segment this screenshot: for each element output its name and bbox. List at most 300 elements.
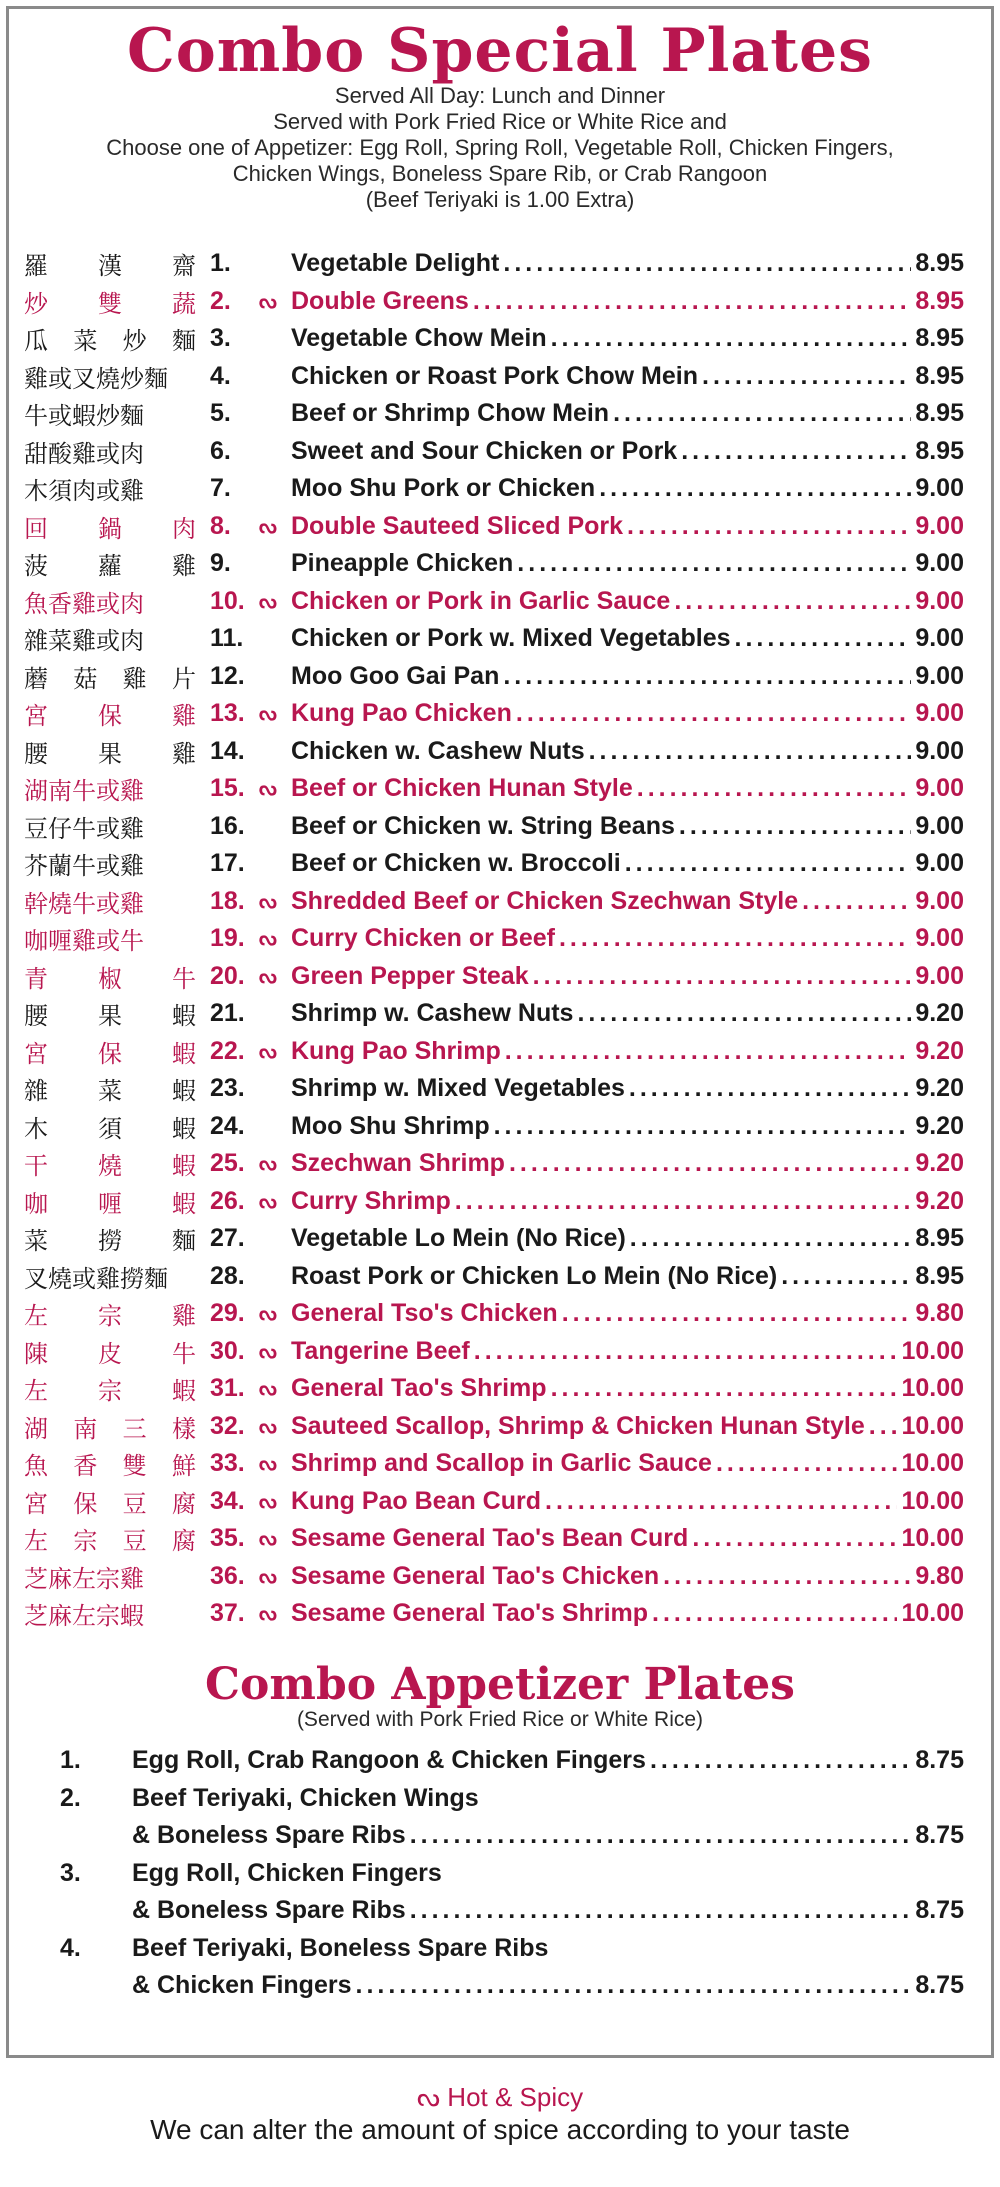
chinese-char: 蘿	[98, 552, 122, 581]
dot-leader	[545, 1487, 897, 1516]
menu-item-name: Sweet and Sour Chicken or Pork	[291, 436, 678, 465]
menu-item-name: Pineapple Chicken	[291, 549, 514, 578]
chinese-char: 左	[24, 1377, 48, 1406]
menu-item	[24, 433, 964, 471]
chinese-char: 麵	[172, 1227, 196, 1256]
menu-item-number: 27.	[210, 1224, 245, 1253]
menu-item-number: 13.	[210, 699, 245, 728]
chinese-char: 左	[24, 1302, 48, 1331]
menu-item-number: 19.	[210, 924, 245, 953]
menu-item-chinese-name	[24, 434, 204, 469]
appetizer-item-text: Beef Teriyaki, Chicken Wings	[132, 1783, 479, 1812]
menu-item-name: Sesame General Tao's Chicken	[291, 1561, 660, 1590]
hot-legend-label: Hot & Spicy	[447, 2082, 584, 2112]
menu-item-price: 9.00	[915, 886, 964, 915]
chinese-char: 腐	[171, 1489, 196, 1518]
hot-spicy-icon: ᔓ	[259, 1528, 277, 1551]
menu-item-price: 9.00	[915, 736, 964, 765]
menu-item-name: Shrimp w. Cashew Nuts	[291, 999, 574, 1028]
menu-item-name: General Tso's Chicken	[291, 1299, 558, 1328]
menu-item-chinese-name	[24, 659, 204, 694]
chinese-char: 芝麻左宗蝦	[24, 1602, 144, 1631]
hot-spicy-icon: ᔓ	[259, 1190, 277, 1213]
chinese-char: 撈	[98, 1227, 122, 1256]
chinese-char: 鮮	[171, 1452, 196, 1481]
chinese-char: 炒	[24, 289, 48, 318]
dot-leader	[679, 812, 911, 841]
menu-item-number: 16.	[210, 811, 245, 840]
menu-item	[24, 695, 964, 733]
dot-leader	[802, 887, 911, 916]
menu-item-name: Vegetable Lo Mein (No Rice)	[291, 1224, 626, 1253]
spice-note: We can alter the amount of spice according to your taste	[150, 2114, 850, 2145]
menu-item-price: 8.95	[915, 249, 964, 278]
menu-item-name: Vegetable Chow Mein	[291, 324, 547, 353]
menu-item	[24, 620, 964, 658]
menu-item-name: Chicken or Roast Pork Chow Mein	[291, 361, 699, 390]
menu-item-name: Tangerine Beef	[291, 1336, 470, 1365]
hot-spicy-icon: ᔓ	[259, 1565, 277, 1588]
appetizer-item-number: 2.	[60, 1783, 81, 1812]
menu-item	[24, 920, 964, 958]
menu-item-price: 9.20	[915, 1186, 964, 1215]
menu-item-number: 11.	[210, 624, 244, 653]
chinese-char: 咖喱雞或牛	[24, 927, 144, 956]
appetizer-item-text: & Boneless Spare Ribs	[132, 1821, 406, 1850]
appetizer-title: Combo Appetizer Plates	[205, 1659, 795, 1710]
menu-item-chinese-name	[24, 321, 204, 356]
chinese-char: 宮	[24, 1039, 48, 1068]
menu-item-chinese-name	[24, 1409, 204, 1444]
chinese-char: 三	[122, 1414, 147, 1443]
menu-item-chinese-name	[24, 1109, 204, 1144]
chinese-char: 蔬	[172, 289, 196, 318]
menu-item-name: Shredded Beef or Chicken Szechwan Style	[291, 886, 799, 915]
menu-item	[24, 1033, 964, 1071]
appetizer-item-text: & Boneless Spare Ribs	[132, 1896, 406, 1925]
appetizer-item-price: 8.75	[915, 1821, 964, 1850]
appetizer-item-text: & Chicken Fingers	[132, 1971, 352, 2000]
menu-item-number: 7.	[210, 474, 231, 503]
chinese-char: 蝦	[172, 1002, 196, 1031]
menu-item-chinese-name	[24, 696, 204, 731]
menu-item-price: 10.00	[901, 1599, 964, 1628]
menu-item-name: Chicken or Pork w. Mixed Vegetables	[291, 624, 731, 653]
hot-spicy-icon: ᔓ	[259, 590, 277, 613]
menu-item	[24, 1370, 964, 1408]
chinese-char: 肉	[172, 514, 196, 543]
chinese-char: 燒	[98, 1152, 122, 1181]
chinese-char: 腐	[171, 1527, 196, 1556]
hot-spicy-icon: ᔓ	[259, 778, 277, 801]
chinese-char: 漢	[98, 252, 122, 281]
menu-item-name: Szechwan Shrimp	[291, 1149, 505, 1178]
chinese-char: 蝦	[172, 1189, 196, 1218]
menu-item-number: 9.	[210, 549, 231, 578]
chinese-char: 片	[171, 664, 196, 693]
chinese-char: 雙	[98, 289, 122, 318]
menu-item-number: 31.	[210, 1374, 245, 1403]
dot-leader	[613, 399, 911, 428]
dot-leader	[505, 1037, 912, 1066]
menu-item	[24, 1108, 964, 1146]
chinese-char: 菜	[98, 1077, 122, 1106]
menu-item-chinese-name	[24, 1146, 204, 1181]
dot-leader	[577, 999, 911, 1028]
menu-item-price: 9.80	[915, 1299, 964, 1328]
menu-item-name: Roast Pork or Chicken Lo Mein (No Rice)	[291, 1261, 778, 1290]
menu-item-chinese-name	[24, 734, 204, 769]
chinese-char: 雞	[172, 1302, 196, 1331]
dot-leader	[627, 512, 911, 541]
dot-leader	[692, 1524, 897, 1553]
dot-leader	[473, 287, 912, 316]
menu-item	[24, 770, 964, 808]
dot-leader	[494, 1112, 912, 1141]
menu-item-number: 28.	[210, 1261, 245, 1290]
menu-item	[24, 1070, 964, 1108]
hot-spicy-icon: ᔓ	[259, 1040, 277, 1063]
chinese-char: 菇	[73, 664, 98, 693]
menu-item-name: Shrimp and Scallop in Garlic Sauce	[291, 1449, 712, 1478]
appetizer-item-text: Beef Teriyaki, Boneless Spare Ribs	[132, 1933, 549, 1962]
menu-item-price: 9.20	[915, 1149, 964, 1178]
menu-item-name: Sauteed Scallop, Shrimp & Chicken Hunan Style	[291, 1411, 865, 1440]
chinese-char: 甜酸雞或肉	[24, 439, 144, 468]
menu-item-chinese-name	[24, 284, 204, 319]
menu-item-number: 4.	[210, 361, 231, 390]
menu-item-chinese-name	[24, 1521, 204, 1556]
dot-leader	[735, 624, 912, 653]
chinese-char: 保	[98, 702, 122, 731]
menu-item-chinese-name	[24, 359, 204, 394]
appetizer-item	[60, 1742, 964, 1780]
dot-leader	[599, 474, 911, 503]
dot-leader	[681, 437, 911, 466]
chinese-char: 雞或叉燒炒麵	[24, 364, 168, 393]
menu-item-price: 8.95	[915, 361, 964, 390]
menu-item-price: 10.00	[901, 1336, 964, 1365]
menu-item	[24, 283, 964, 321]
menu-item-name: Curry Shrimp	[291, 1186, 451, 1215]
menu-item-price: 9.00	[915, 549, 964, 578]
menu-item-chinese-name	[24, 396, 204, 431]
chinese-char: 雜菜雞或肉	[24, 627, 144, 656]
menu-item-price: 9.00	[915, 624, 964, 653]
menu-item	[24, 583, 964, 621]
dot-leader	[455, 1187, 912, 1216]
menu-item-chinese-name	[24, 1071, 204, 1106]
menu-item-chinese-name	[24, 1296, 204, 1331]
chinese-char: 樣	[171, 1414, 196, 1443]
dot-leader	[663, 1562, 911, 1591]
dot-leader	[474, 1337, 898, 1366]
menu-item	[24, 808, 964, 846]
dot-leader	[702, 362, 911, 391]
chinese-char: 宮	[24, 1489, 48, 1518]
appetizer-plates-list	[60, 1742, 964, 2005]
chinese-char: 羅	[24, 252, 48, 281]
menu-item-price: 8.95	[915, 1261, 964, 1290]
chinese-char: 果	[98, 1002, 122, 1031]
menu-item	[24, 358, 964, 396]
hot-spicy-icon: ᔓ	[259, 515, 277, 538]
menu-item-chinese-name	[24, 1446, 204, 1481]
appetizer-item-text: Egg Roll, Chicken Fingers	[132, 1858, 442, 1887]
chinese-char: 豆	[122, 1489, 147, 1518]
chinese-char: 蝦	[172, 1377, 196, 1406]
menu-item-price: 10.00	[901, 1486, 964, 1515]
menu-item-name: Double Greens	[291, 286, 469, 315]
menu-item-number: 36.	[210, 1561, 245, 1590]
hot-spicy-icon: ᔓ	[259, 1603, 277, 1626]
menu-item-number: 35.	[210, 1524, 245, 1553]
menu-item-name: Curry Chicken or Beef	[291, 924, 555, 953]
chinese-char: 芥蘭牛或雞	[24, 852, 144, 881]
chinese-char: 芝麻左宗雞	[24, 1564, 144, 1593]
chinese-char: 菠	[24, 552, 48, 581]
menu-item-name: Sesame General Tao's Bean Curd	[291, 1524, 689, 1553]
chinese-char: 須	[98, 1114, 122, 1143]
menu-item	[24, 1145, 964, 1183]
menu-item-chinese-name	[24, 846, 204, 881]
chinese-char: 皮	[98, 1339, 122, 1368]
menu-item-price: 9.20	[915, 1036, 964, 1065]
chinese-char: 麵	[171, 327, 196, 356]
menu-item-number: 22.	[210, 1036, 245, 1065]
chinese-char: 湖南牛或雞	[24, 777, 144, 806]
appetizer-item	[60, 1930, 964, 2005]
menu-item-chinese-name	[24, 471, 204, 506]
menu-item-price: 9.00	[915, 811, 964, 840]
dot-leader	[716, 1449, 897, 1478]
chinese-char: 蝦	[172, 1039, 196, 1068]
chinese-char: 保	[98, 1039, 122, 1068]
menu-item-number: 6.	[210, 436, 231, 465]
menu-item-number: 15.	[210, 774, 245, 803]
menu-item-price: 10.00	[901, 1374, 964, 1403]
menu-item	[24, 658, 964, 696]
chinese-char: 咖	[24, 1189, 48, 1218]
chinese-char: 香	[73, 1452, 98, 1481]
menu-item-chinese-name	[24, 1334, 204, 1369]
chinese-char: 瓜	[24, 327, 48, 356]
subtitle-appetizer-choice-cont: Chicken Wings, Boneless Spare Rib, or Crab Rangoon	[232, 161, 768, 186]
menu-item-price: 9.20	[915, 999, 964, 1028]
appetizer-item-price: 8.75	[915, 1746, 964, 1775]
dot-leader	[781, 1262, 911, 1291]
chinese-char: 喱	[98, 1189, 122, 1218]
menu-item-chinese-name	[24, 1221, 204, 1256]
dot-leader	[869, 1412, 898, 1441]
chinese-char: 牛或蝦炒麵	[24, 402, 144, 431]
menu-item	[24, 1295, 964, 1333]
chinese-char: 炒	[122, 327, 147, 356]
chinese-char: 雞	[122, 664, 147, 693]
menu-item-price: 8.95	[915, 436, 964, 465]
menu-item-price: 9.00	[915, 849, 964, 878]
dot-leader	[517, 549, 911, 578]
menu-item-number: 10.	[210, 586, 245, 615]
menu-item	[24, 545, 964, 583]
menu-item	[24, 1558, 964, 1596]
menu-item-number: 33.	[210, 1449, 245, 1478]
menu-item-chinese-name	[24, 921, 204, 956]
chinese-char: 雞	[172, 739, 196, 768]
dot-leader	[562, 1299, 912, 1328]
menu-item-name: Double Sauteed Sliced Pork	[291, 511, 624, 540]
menu-item	[24, 883, 964, 921]
menu-item	[24, 1183, 964, 1221]
chinese-char: 蘑	[24, 664, 48, 693]
menu-item	[24, 1483, 964, 1521]
hot-spicy-icon: ᔓ	[259, 290, 277, 313]
appetizer-item-price: 8.75	[915, 1896, 964, 1925]
dot-leader	[533, 962, 912, 991]
chinese-char: 叉燒或雞撈麵	[24, 1264, 168, 1293]
menu-item-chinese-name	[24, 1371, 204, 1406]
menu-item-number: 5.	[210, 399, 231, 428]
hot-spicy-icon: ᔓ	[259, 1378, 277, 1401]
hot-spicy-icon: ᔓ	[259, 703, 277, 726]
menu-item-chinese-name	[24, 621, 204, 656]
subtitle-extra-note: (Beef Teriyaki is 1.00 Extra)	[365, 187, 635, 212]
chinese-char: 椒	[98, 964, 122, 993]
menu-item-number: 18.	[210, 886, 245, 915]
menu-item-chinese-name	[24, 1596, 204, 1631]
menu-item	[24, 320, 964, 358]
menu-item-number: 30.	[210, 1336, 245, 1365]
menu-item-name: Chicken w. Cashew Nuts	[291, 736, 585, 765]
chinese-char: 青	[24, 964, 48, 993]
menu-item-name: Beef or Chicken w. String Beans	[291, 811, 675, 840]
dot-leader	[674, 587, 911, 616]
menu-item	[24, 733, 964, 771]
menu-item-number: 21.	[210, 999, 245, 1028]
dot-leader	[589, 737, 912, 766]
dot-leader	[509, 1149, 911, 1178]
dot-leader	[637, 774, 912, 803]
hot-spicy-icon: ᔓ	[259, 1303, 277, 1326]
appetizer-subtitle: (Served with Pork Fried Rice or White Rice)	[296, 1708, 704, 1731]
menu-item-price: 9.00	[915, 661, 964, 690]
menu-item-name: Moo Shu Pork or Chicken	[291, 474, 596, 503]
menu-item-name: Moo Goo Gai Pan	[291, 661, 500, 690]
menu-item-number: 20.	[210, 961, 245, 990]
dot-leader	[356, 1971, 912, 2000]
menu-item	[24, 1333, 964, 1371]
dot-leader	[629, 1074, 911, 1103]
subtitle-appetizer-choice: Choose one of Appetizer: Egg Roll, Spring Roll, Vegetable Roll, Chicken Fingers,	[106, 135, 894, 160]
dot-leader	[551, 324, 912, 353]
chinese-char: 保	[73, 1489, 98, 1518]
hot-spicy-icon: ᔓ	[416, 2082, 441, 2112]
hot-spicy-icon: ᔓ	[259, 890, 277, 913]
menu-item-chinese-name	[24, 1484, 204, 1519]
dot-leader	[650, 1746, 911, 1775]
chinese-char: 鍋	[98, 514, 122, 543]
menu-item-name: General Tao's Shrimp	[291, 1374, 547, 1403]
menu-item	[24, 1258, 964, 1296]
chinese-char: 齋	[172, 252, 196, 281]
menu-item-chinese-name	[24, 509, 204, 544]
hot-spicy-icon: ᔓ	[259, 1453, 277, 1476]
menu-item-price: 8.95	[915, 324, 964, 353]
menu-item-chinese-name	[24, 1034, 204, 1069]
menu-item-number: 2.	[210, 286, 231, 315]
menu-item-name: Beef or Shrimp Chow Mein	[291, 399, 610, 428]
menu-item-name: Moo Shu Shrimp	[291, 1111, 490, 1140]
dot-leader	[410, 1896, 912, 1925]
chinese-char: 木須肉或雞	[24, 477, 144, 506]
chinese-char: 木	[24, 1114, 48, 1143]
chinese-char: 菜	[73, 327, 98, 356]
menu-item-number: 29.	[210, 1299, 245, 1328]
menu-item-price: 9.00	[915, 511, 964, 540]
menu-item-number: 14.	[210, 736, 245, 765]
menu-item-price: 9.00	[915, 586, 964, 615]
menu-item-price: 9.20	[915, 1074, 964, 1103]
chinese-char: 回	[24, 514, 48, 543]
menu-item-price: 9.20	[915, 1111, 964, 1140]
chinese-char: 宮	[24, 702, 48, 731]
dot-leader	[503, 249, 911, 278]
appetizer-item-price: 8.75	[915, 1971, 964, 2000]
menu-item	[24, 508, 964, 546]
chinese-char: 宗	[98, 1302, 122, 1331]
menu-item-number: 24.	[210, 1111, 245, 1140]
dot-leader	[630, 1224, 912, 1253]
menu-item	[24, 845, 964, 883]
chinese-char: 牛	[172, 1339, 196, 1368]
menu-item-name: Beef or Chicken Hunan Style	[291, 774, 633, 803]
menu-item-chinese-name	[24, 996, 204, 1031]
menu-item	[24, 1595, 964, 1633]
menu-item-number: 12.	[210, 661, 245, 690]
hot-spicy-icon: ᔓ	[259, 965, 277, 988]
menu-item-number: 3.	[210, 324, 231, 353]
appetizer-item	[60, 1780, 964, 1855]
menu-item-number: 17.	[210, 849, 245, 878]
menu-item	[24, 470, 964, 508]
menu-item-chinese-name	[24, 1184, 204, 1219]
menu-item-price: 9.00	[915, 924, 964, 953]
menu-item-chinese-name	[24, 584, 204, 619]
menu-item-name: Sesame General Tao's Shrimp	[291, 1599, 649, 1628]
chinese-char: 果	[98, 739, 122, 768]
chinese-char: 宗	[98, 1377, 122, 1406]
menu-item-chinese-name	[24, 884, 204, 919]
dot-leader	[625, 849, 912, 878]
chinese-char: 湖	[24, 1414, 48, 1443]
appetizer-item-number: 4.	[60, 1933, 81, 1962]
menu-item-price: 10.00	[901, 1449, 964, 1478]
menu-item-number: 26.	[210, 1186, 245, 1215]
combo-plates-list	[24, 245, 964, 1633]
hot-legend	[0, 2082, 1000, 2113]
dot-leader	[559, 924, 911, 953]
menu-item-chinese-name	[24, 1259, 204, 1294]
menu-item-number: 32.	[210, 1411, 245, 1440]
menu-item-chinese-name	[24, 546, 204, 581]
chinese-char: 蝦	[172, 1114, 196, 1143]
chinese-char: 豆仔牛或雞	[24, 814, 144, 843]
chinese-char: 宗	[73, 1527, 98, 1556]
menu-item	[24, 958, 964, 996]
menu-item-number: 1.	[210, 249, 231, 278]
menu-item-name: Vegetable Delight	[291, 249, 500, 278]
menu-item	[24, 395, 964, 433]
